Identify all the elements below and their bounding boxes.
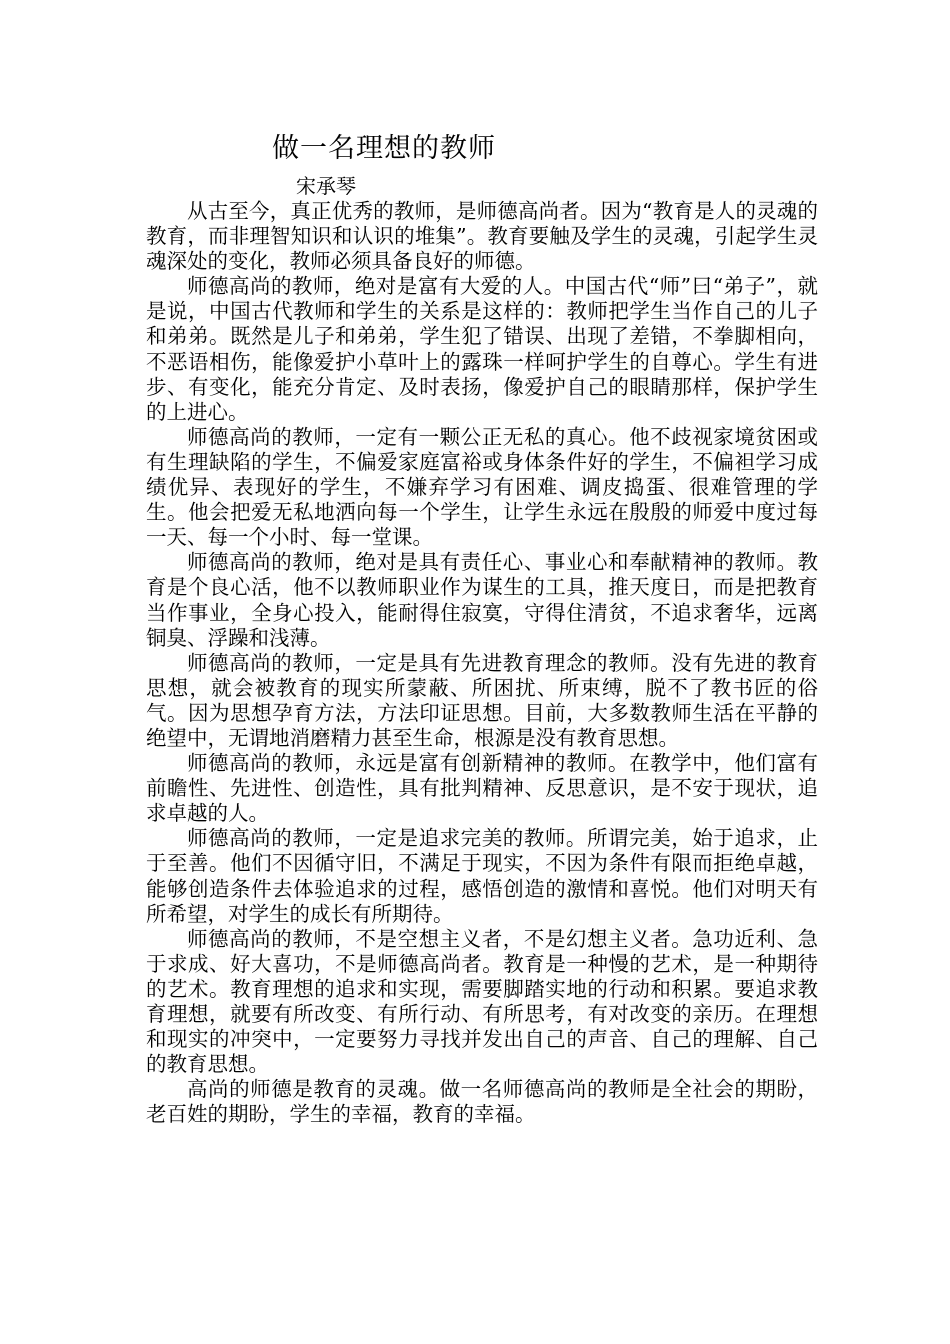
paragraph: 师德高尚的教师，永远是富有创新精神的教师。在教学中，他们富有前瞻性、先进性、创造性，具有批判精神、反思意识，是不安于现状，追求卓越的人。 <box>146 751 818 826</box>
paragraph: 师德高尚的教师，绝对是富有大爱的人。中国古代“师”曰“弟子”，就是说，中国古代教师和学生的关系是这样的：教师把学生当作自己的儿子和弟弟。既然是儿子和弟弟，学生犯了错误、出现了差错，不拳脚相向，不恶语相伤，能像爱护小草叶上的露珠一样呵护学生的自尊心。学生有进步、有变化，能充分肯定、及时表扬，像爱护自己的眼睛那样，保护学生的上进心。 <box>146 274 818 424</box>
paragraph: 从古至今，真正优秀的教师，是师德高尚者。因为“教育是人的灵魂的教育，而非理智知识和认识的堆集”。教育要触及学生的灵魂，引起学生灵魂深处的变化，教师必须具备良好的师德。 <box>146 199 818 274</box>
author-name: 宋承琴 <box>296 174 356 198</box>
paragraph: 师德高尚的教师，一定是具有先进教育理念的教师。没有先进的教育思想，就会被教育的现实所蒙蔽、所困扰、所束缚，脱不了教书匠的俗气。因为思想孕育方法，方法印证思想。目前，大多数教师生活在平静的绝望中，无谓地消磨精力甚至生命，根源是没有教育思想。 <box>146 650 818 750</box>
article-body <box>146 199 818 1127</box>
paragraph: 师德高尚的教师，不是空想主义者，不是幻想主义者。急功近利、急于求成、好大喜功，不是师德高尚者。教育是一种慢的艺术，是一种期待的艺术。教育理想的追求和实现，需要脚踏实地的行动和积累。要追求教育理想，就要有所改变、有所行动、有所思考，有对改变的亲历。在理想和现实的冲突中，一定要努力寻找并发出自己的声音、自己的理解、自己的教育思想。 <box>146 926 818 1077</box>
paragraph: 高尚的师德是教育的灵魂。做一名师德高尚的教师是全社会的期盼，老百姓的期盼，学生的幸福，教育的幸福。 <box>146 1077 818 1127</box>
document-title: 做一名理想的教师 <box>272 133 496 164</box>
paragraph: 师德高尚的教师，绝对是具有责任心、事业心和奉献精神的教师。教育是个良心活，他不以教师职业作为谋生的工具，推天度日，而是把教育当作事业，全身心投入，能耐得住寂寞，守得住清贫，不追求奢华，远离铜臭、浮躁和浅薄。 <box>146 550 818 650</box>
paragraph: 师德高尚的教师，一定有一颗公正无私的真心。他不歧视家境贫困或有生理缺陷的学生，不偏爱家庭富裕或身体条件好的学生，不偏袒学习成绩优异、表现好的学生，不嫌弃学习有困难、调皮捣蛋、很难管理的学生。他会把爱无私地洒向每一个学生，让学生永远在殷殷的师爱中度过每一天、每一个小时、每一堂课。 <box>146 424 818 550</box>
paragraph: 师德高尚的教师，一定是追求完美的教师。所谓完美，始于追求，止于至善。他们不因循守旧，不满足于现实，不因为条件有限而拒绝卓越，能够创造条件去体验追求的过程，感悟创造的激情和喜悦。他们对明天有所希望，对学生的成长有所期待。 <box>146 826 818 926</box>
